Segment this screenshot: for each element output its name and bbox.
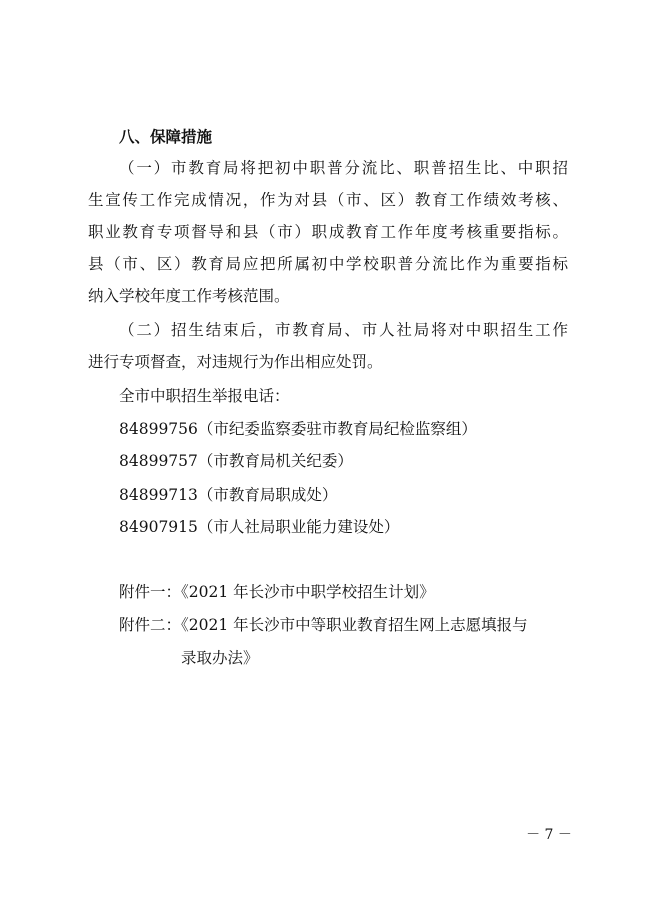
section-heading: 八、保障措施 [119,127,213,146]
hotline-item-4: 84907915（市人社局职业能力建设处） [119,518,400,536]
page-number: － 7 － [526,827,572,843]
paragraph2-line-1: （二）招生结束后，市教育局、市人社局将对中职招生工作 [119,321,568,339]
paragraph1-line-4: 县（市、区）教育局应把所属初中学校职普分流比作为重要指标 [88,255,568,273]
attachment-2: 附件二：《2021 年长沙市中等职业教育招生网上志愿填报与 [119,616,528,634]
paragraph1-line-2: 生宣传工作完成情况，作为对县（市、区）教育工作绩效考核、 [88,191,568,209]
hotline-item-3: 84899713（市教育局职成处） [119,486,338,504]
hotline-item-1: 84899756（市纪委监察委驻市教育局纪检监察组） [119,420,477,438]
paragraph1-line-3: 职业教育专项督导和县（市）职成教育工作年度考核重要指标。 [88,223,568,241]
attachment-1: 附件一：《2021 年长沙市中职学校招生计划》 [119,583,435,601]
paragraph2-line-2: 进行专项督查，对违规行为作出相应处罚。 [88,353,383,371]
attachment-2-continuation: 录取办法》 [181,649,259,667]
paragraph1-line-1: （一）市教育局将把初中职普分流比、职普招生比、中职招 [119,159,568,177]
paragraph1-line-5: 纳入学校年度工作考核范围。 [88,287,290,305]
hotline-title: 全市中职招生举报电话： [119,387,290,405]
hotline-item-2: 84899757（市教育局机关纪委） [119,452,353,470]
